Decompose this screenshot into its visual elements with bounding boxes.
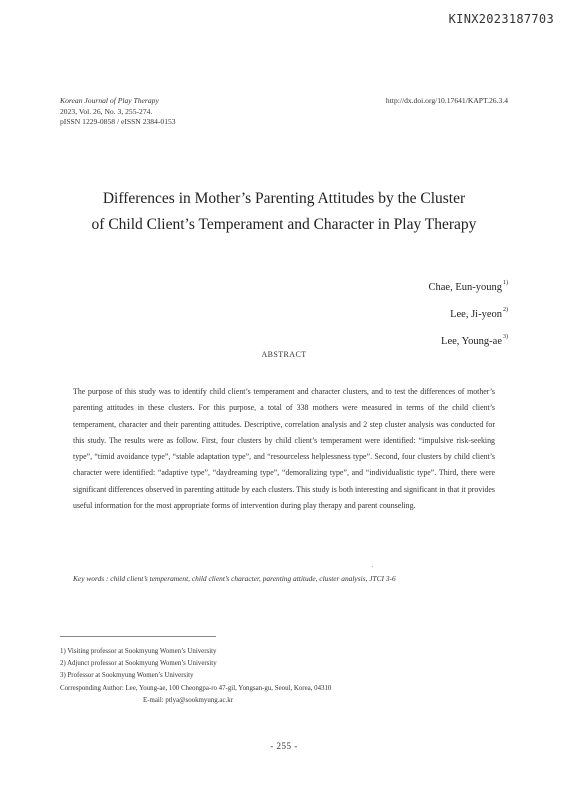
- author-2: [429, 299, 509, 326]
- author-name: Chae, Eun-young: [428, 282, 502, 293]
- journal-volume: 2023, Vol. 26, No. 3, 255-274.: [60, 106, 153, 116]
- keywords: Key words : child client’s temperament, child client’s character, parenting attitude, cluster analysis, JTCI 3-6: [73, 574, 396, 583]
- scan-speck: [372, 566, 373, 567]
- footnote-2: 2) Adjunct professor at Sookmyung Women’s University: [60, 660, 217, 668]
- author-1: [429, 272, 509, 299]
- corresponding-author: Corresponding Author: Lee, Young-ae, 100 Cheongpa-ro 47-gil, Yongsan-gu, Seoul, Korea, 04310: [60, 684, 332, 692]
- author-name: Lee, Ji-yeon: [450, 309, 502, 320]
- paper-title: [40, 186, 528, 238]
- page-number: - 255 -: [270, 741, 298, 751]
- doi-link[interactable]: http://dx.doi.org/10.17641/KAPT.26.3.4: [385, 96, 508, 105]
- author-mark: 3): [503, 334, 508, 340]
- footnote-divider: [60, 636, 216, 637]
- author-3: [429, 326, 509, 353]
- footnotes: [60, 646, 520, 707]
- title-line-1: Differences in Mother’s Parenting Attitudes by the Cluster: [102, 190, 466, 207]
- abstract-text: The purpose of this study was to identify child client’s temperament and character clusters, and to test the differences of mother’s parenting attitudes in these clusters. For this purpose, a total of 338 mothers were measured in terms of the child client’s temperament, character and their parenting attitudes. Descriptive, correlation analysis and 2 step cluster analysis was conducted for this study. The results were as follow. First, four clusters by child client’s temperament were identified: “impulsive risk-seeking type”, “timid avoidance type”, “stable adaptation type”, and “resourceless helplessness type”. Second, four clusters by child client’s character were identified: “adaptive type”, “daydreaming type”, “demoralizing type”, and “individualistic type”. Third, there were significant differences observed in parenting attitude by each clusters. This study is both interesting and significant in that it provides useful information for the most appropriate forms of intervention during play therapy and parent counseling.: [73, 387, 495, 511]
- author-name: Lee, Young-ae: [441, 336, 502, 347]
- author-email[interactable]: E-mail: ptlya@sookmyung.ac.kr: [143, 696, 233, 704]
- registry-id: KINX2023187703: [448, 12, 554, 26]
- journal-name: Korean Journal of Play Therapy: [60, 96, 159, 105]
- journal-issn: pISSN 1229-0858 / eISSN 2384-0153: [60, 117, 176, 127]
- abstract-heading: ABSTRACT: [261, 350, 307, 359]
- author-list: [429, 272, 509, 353]
- author-mark: 1): [503, 280, 508, 286]
- footnote-3: 3) Professor at Sookmyung Women’s University: [60, 672, 194, 680]
- journal-info: [60, 96, 176, 128]
- author-mark: 2): [503, 307, 508, 313]
- footnote-1: 1) Visiting professor at Sookmyung Women’s University: [60, 648, 217, 655]
- title-line-2: of Child Client’s Temperament and Character in Play Therapy: [91, 216, 477, 233]
